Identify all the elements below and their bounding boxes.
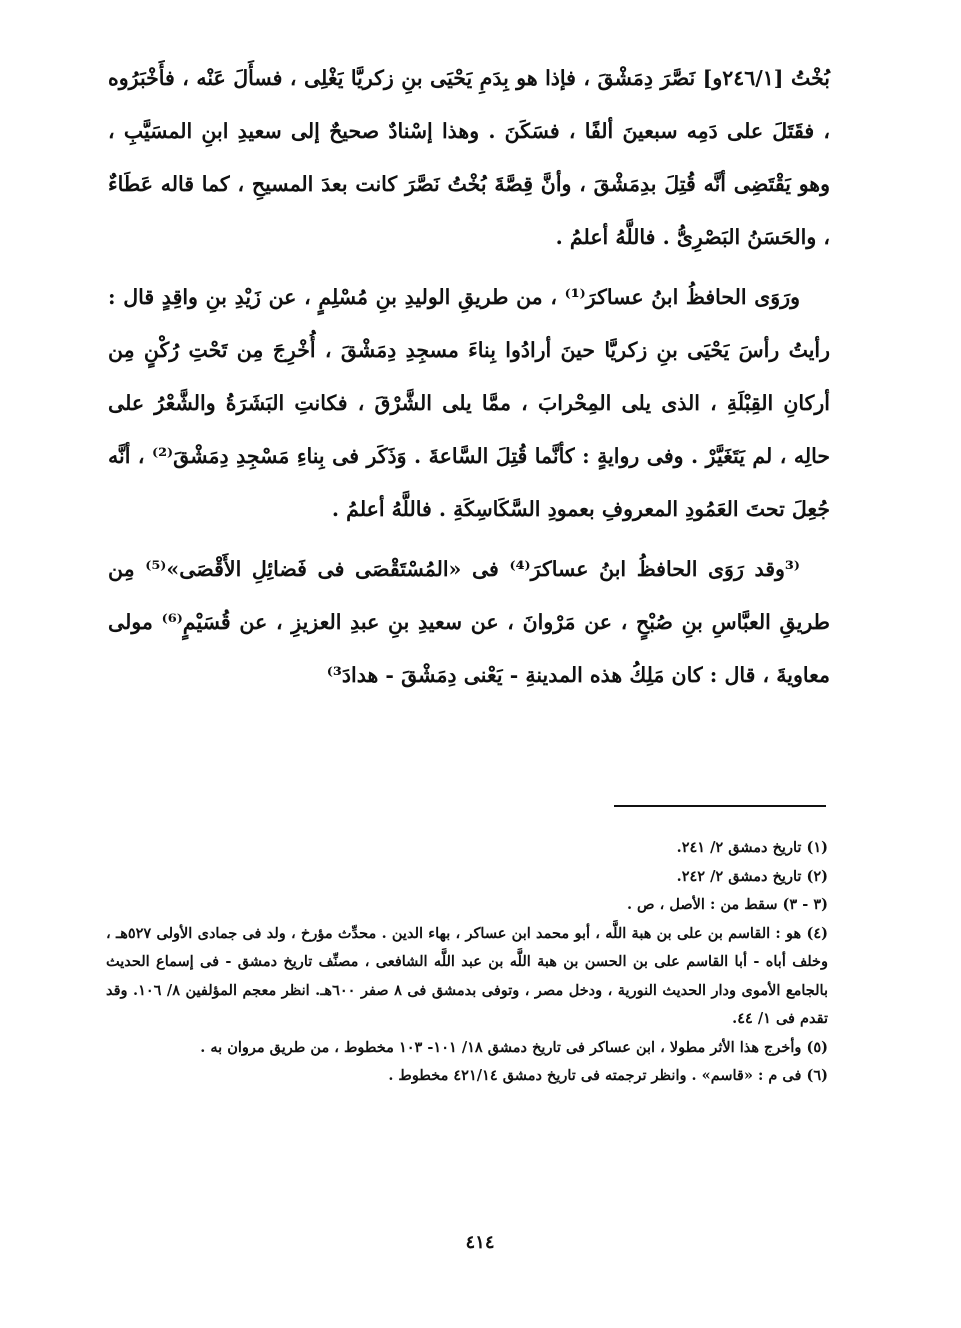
footnote-5: (٥) وأخرج هذا الأثر مطولا ، ابن عساكر فى تاريخ دمشق ١٨/ ١٠١- ١٠٣ مخطوط ، من طريق مروان به .: [200, 1038, 828, 1056]
page-number: ٤١٤: [465, 1232, 495, 1253]
paragraph-1: بُخْتُ [٢٤٦/١و] نَصَّرَ دِمَشْقَ ، فإذا هو بِدَمِ يَحْيَى بنِ زكريَّا يَغْلِى ، فسأَلَ عَنْه ، فأَخْبَرُوه ، فقَتَلَ على دَمِه سبعينَ ألفًا ، فسَكَنَ . وهذا إسْنادٌ صحيحٌ إلى سعيدِ ابنِ المسَيَّبِ ، وهو يَقْتَضِى أنَّه قُتِلَ بدِمَشْقَ ، وأنَّ قِصَّةَ بُخْتُ نَصَّرَ كانت بعدَ المسيحِ ، كما قاله عَطَاءٌ ، والحَسَنُ البَصْرِىُّ . فاللَّهُ أعلمُ .: [108, 66, 831, 249]
footnote-6: (٦) فى م : «قاسم» . وانظر ترجمته فى تاريخ دمشق ٤٢١/١٤ مخطوط .: [388, 1067, 828, 1084]
paragraph-3: ⁽³وقد رَوَى الحافظُ ابنُ عساكرَ⁽⁴⁾ فى «المُسْتَقْصَى فى فَضائِلِ الأَقْصَى»⁽⁵⁾ مِن طريقِ العبَّاسِ بنِ صُبْحٍ ، عن مَرْوانَ ، عن سعيدِ بنِ عبدِ العزيزِ ، عن قُسَيْمٍ⁽⁶⁾ مولى معاويةَ ، قال : كان مَلِكُ هذه المدينةِ - يَعْنى دِمَشْقَ - هدادَ³⁾: [108, 557, 830, 687]
footnotes: [106, 834, 828, 1091]
paragraph-2: ورَوَى الحافظُ ابنُ عساكرَ⁽¹⁾ ، من طريقِ الوليدِ بنِ مُسْلِمٍ ، عن زَيْدِ بنِ واقِدٍ قال : رأيتُ رأسَ يَحْيَى بنِ زكريَّا حينَ أرادُوا بِناءَ مسجِدِ دِمَشْقَ ، أُخْرِجَ مِن تَحْتِ رُكْنٍ مِن أركانِ القِبْلَةِ ، الذى يلى المِحْرابَ ، ممَّا يلى الشَّرْقَ ، فكانتِ البَشَرَةُ والشَّعْرُ على حالِه ، لم يَتَغَيَّرْ . وفى روايةٍ : كأنَّما قُتِلَ السَّاعةَ . وَذَكَر فى بِناءِ مَسْجِدِ دِمَشْقَ⁽²⁾ ، أنَّه جُعِلَ تحتَ العَمُودِ المعروفِ بعمودِ السَّكَاسِكَةِ . فاللَّهُ أعلمُ .: [108, 285, 830, 521]
footnote-3: (٣ - ٣) سقط من : الأصل ، ص .: [626, 896, 828, 913]
footnote-2: (٢) تاريخ دمشق ٢/ ٢٤٢.: [676, 867, 828, 885]
main-text: [108, 52, 830, 702]
footnote-1: (١) تاريخ دمشق ٢/ ٢٤١.: [676, 839, 828, 856]
footnote-separator: [614, 805, 826, 807]
footnote-4: (٤) هو : القاسم بن على بن هبة اللَّه ، أبو محمد ابن عساكر ، بهاء الدين . محدِّث مؤرخ ، ولد فى جمادى الأولى ٥٢٧هـ ، وخلف أباه - أبا القاسم على بن الحسن بن هبة اللَّه بن عبد اللَّه الشافعى ، مصنِّف تاريخ دمشق - فى إسماع الحديث بالجامع الأموى ودار الحديث النورية ، ودخل مصر ، وتوفى بدمشق فى ٨ صفر ٦٠٠هـ. انظر معجم المؤلفين ٨/ ١٠٦. وقد تقدم فى ١/ ٤٤.: [106, 924, 829, 1027]
